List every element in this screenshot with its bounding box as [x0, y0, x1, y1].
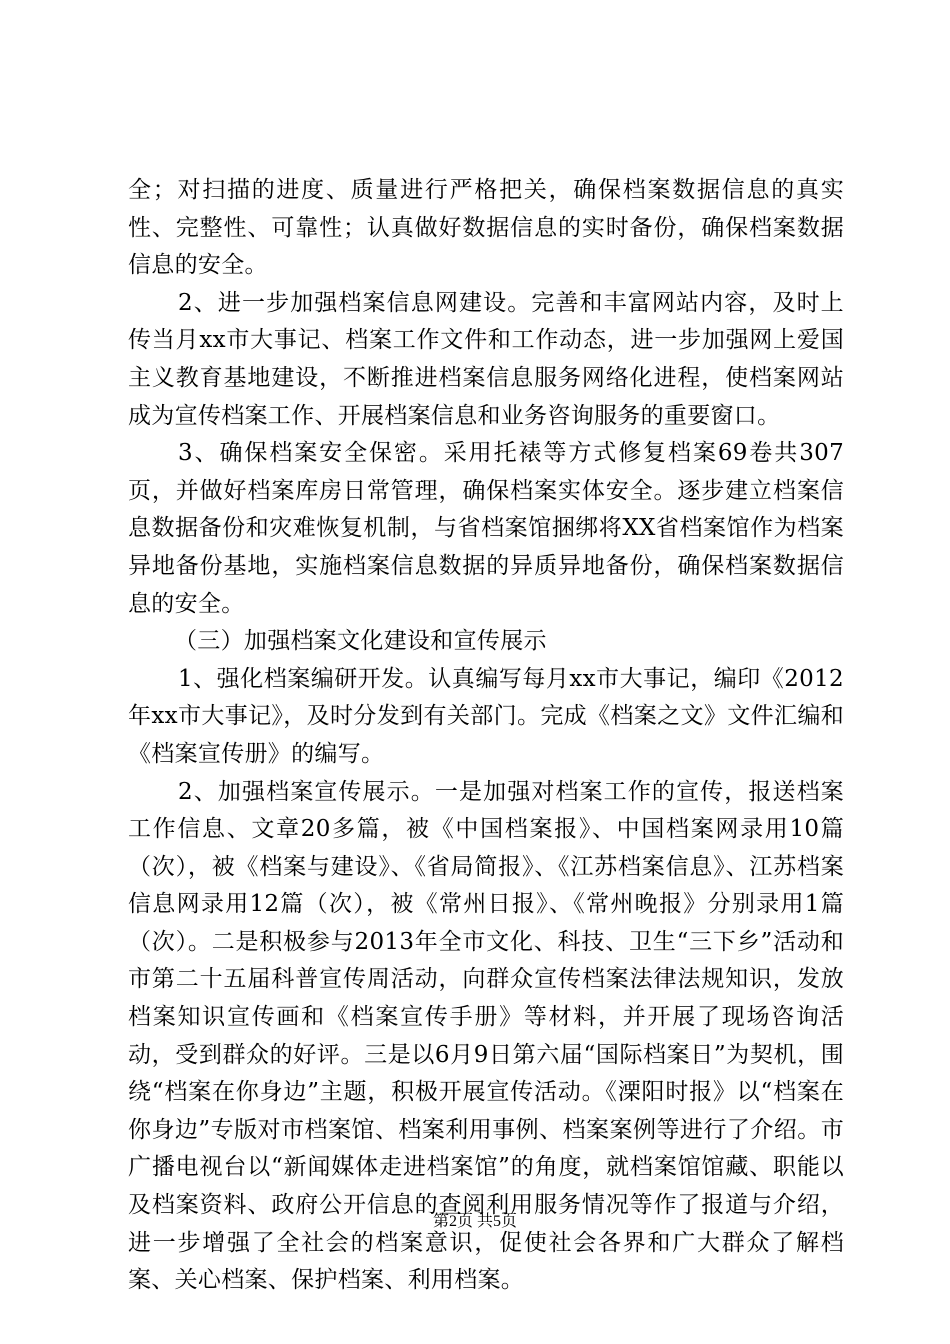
- page-number-footer: 第2页 共5页: [432, 1213, 517, 1230]
- paragraph-item-1: 1、强化档案编研开发。认真编写每月xx市大事记，编印《2012年xx市大事记》，及时分发到有关部门。完成《档案之文》文件汇编和《档案宣传册》的编写。: [128, 665, 844, 767]
- paragraph-item-3: 3、确保档案安全保密。采用托裱等方式修复档案69卷共307页，并做好档案库房日常管理，确保档案实体安全。逐步建立档案信息数据备份和灾难恢复机制，与省档案馆捆绑将XX省档案馆作为档案异地备份基地，实施档案信息数据的异质异地备份，确保档案数据信息的安全。: [128, 440, 844, 617]
- paragraph-continued: 全；对扫描的进度、质量进行严格把关，确保档案数据信息的真实性、完整性、可靠性；认真做好数据信息的实时备份，确保档案数据信息的安全。: [128, 177, 844, 279]
- document-body: [128, 172, 844, 1300]
- section-heading: （三）加强档案文化建设和宣传展示: [174, 628, 547, 655]
- paragraph-item-2: 2、进一步加强档案信息网建设。完善和丰富网站内容，及时上传当月xx市大事记、档案工作文件和工作动态，进一步加强网上爱国主义教育基地建设，不断推进档案信息服务网络化进程，使档案网站成为宣传档案工作、开展档案信息和业务咨询服务的重要窗口。: [128, 289, 844, 429]
- paragraph-item-2-publicity: 2、加强档案宣传展示。一是加强对档案工作的宣传，报送档案工作信息、文章20多篇，被《中国档案报》、中国档案网录用10篇（次），被《档案与建设》、《省局简报》、《江苏档案信息》、江苏档案信息网录用12篇（次），被《常州日报》、《常州晚报》分别录用1篇（次）。二是积极参与2013年全市文化、科技、卫生“三下乡”活动和市第二十五届科普宣传周活动，向群众宣传档案法律法规知识，发放档案知识宣传画和《档案宣传手册》等材料，并开展了现场咨询活动，受到群众的好评。三是以6月9日第六届“国际档案日”为契机，围绕“档案在你身边”主题，积极开展宣传活动。《溧阳时报》以“档案在你身边”专版对市档案馆、档案利用事例、档案案例等进行了介绍。市广播电视台以“新闻媒体走进档案馆”的角度，就档案馆馆藏、职能以及档案资料、政府公开信息的查阅利用服务情况等作了报道与介绍，进一步增强了全社会的档案意识，促使社会各界和广大群众了解档案、关心档案、保护档案、利用档案。: [128, 778, 844, 1294]
